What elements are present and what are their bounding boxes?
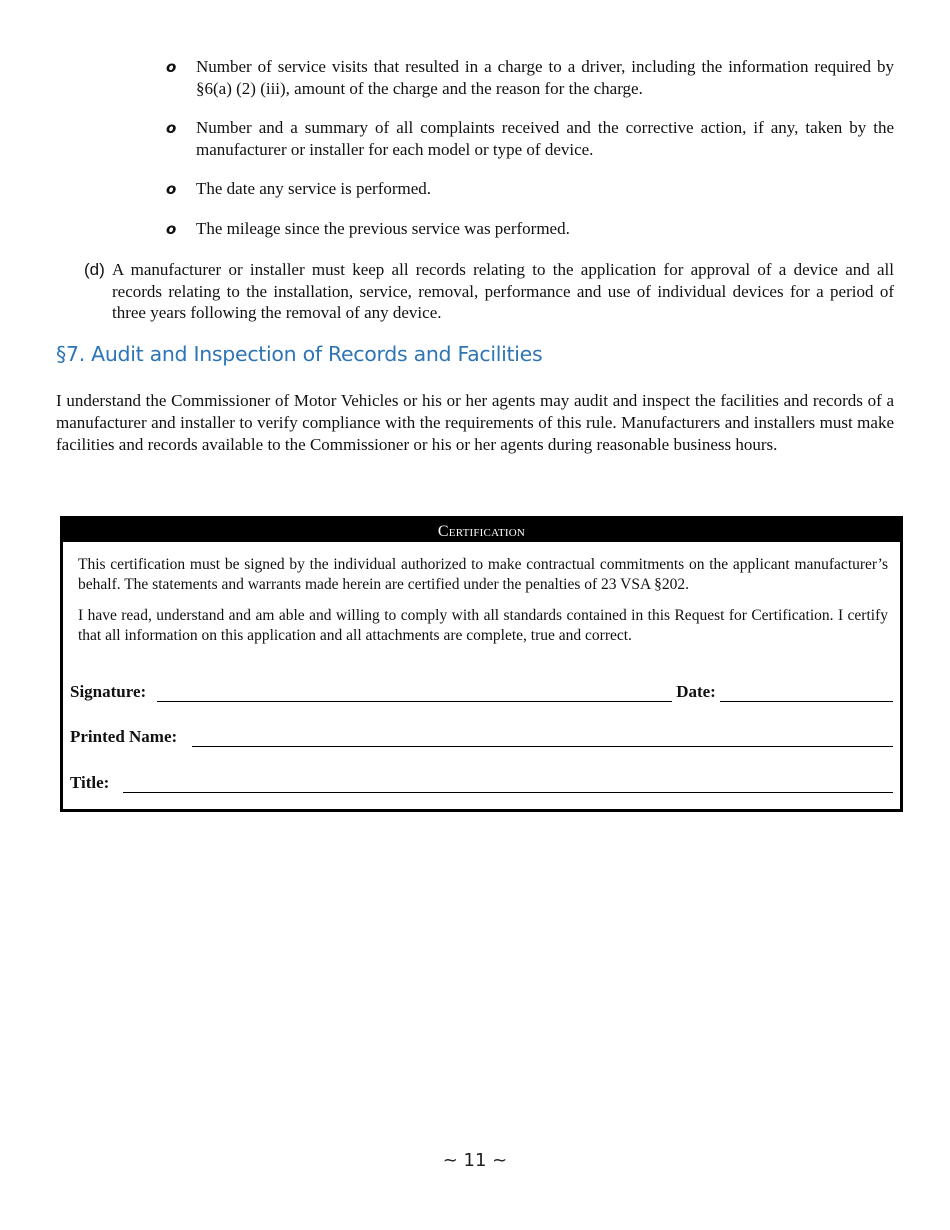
bullet-list — [166, 56, 894, 257]
bullet-marker-icon: o — [166, 119, 177, 137]
bullet-marker-icon: o — [166, 180, 177, 198]
printed-name-field[interactable] — [192, 728, 893, 747]
bullet-text: Number and a summary of all complaints received and the corrective action, if any, taken by the manufacturer or installer for each model or type of device. — [196, 118, 894, 159]
paragraph-d — [84, 259, 894, 324]
bullet-item — [166, 56, 894, 99]
paragraph-d-text: A manufacturer or installer must keep all records relating to the application for approval of a device and all records relating to the installation, service, removal, performance and use of individual devices for a period of three years following the removal of any device. — [112, 260, 894, 322]
bullet-item — [166, 117, 894, 160]
certification-paragraph-1: This certification must be signed by the individual authorized to make contractual commitments on the applicant manufacturer’s behalf. The statements and warrants made herein are certified under the penalties of 23 VSA §202. — [78, 556, 888, 593]
bullet-text: The date any service is performed. — [196, 179, 432, 198]
title-field[interactable] — [123, 774, 893, 793]
printed-name-label: Printed Name: — [70, 727, 178, 746]
bullet-marker-icon: o — [166, 58, 177, 76]
bullet-text: Number of service visits that resulted in a charge to a driver, including the information required by §6(a) (2) (iii), amount of the charge and the reason for the charge. — [196, 57, 894, 98]
section-7-heading: §7. Audit and Inspection of Records and Facilities — [56, 342, 543, 366]
certification-box — [60, 516, 903, 812]
certification-paragraph-2: I have read, understand and am able and willing to comply with all standards contained in this Request for Certification. I certify that all information on this application and all attachments are complete, true and correct. — [78, 607, 888, 644]
paragraph-d-label: (d) — [84, 260, 105, 279]
bullet-marker-icon: o — [166, 219, 177, 238]
title-row — [70, 773, 893, 793]
bullet-item — [166, 178, 894, 200]
date-label: Date: — [676, 682, 716, 701]
date-field[interactable] — [720, 683, 893, 702]
signature-row — [70, 682, 893, 702]
printed-name-row — [70, 727, 893, 747]
title-label: Title: — [70, 773, 110, 792]
section-7-body: I understand the Commissioner of Motor Vehicles or his or her agents may audit and inspect the facilities and records of a manufacturer and installer to verify compliance with the requirements of this rule. Manufacturers and installers must make facilities and records available to the Commissioner or his or her agents during reasonable business hours. — [56, 391, 894, 454]
page-number: ~ 11 ~ — [442, 1150, 508, 1171]
signature-label: Signature: — [70, 682, 147, 701]
bullet-item — [166, 218, 894, 240]
bullet-text: The mileage since the previous service was performed. — [196, 218, 570, 238]
certification-header: Certification — [63, 519, 900, 542]
signature-field[interactable] — [157, 683, 672, 702]
